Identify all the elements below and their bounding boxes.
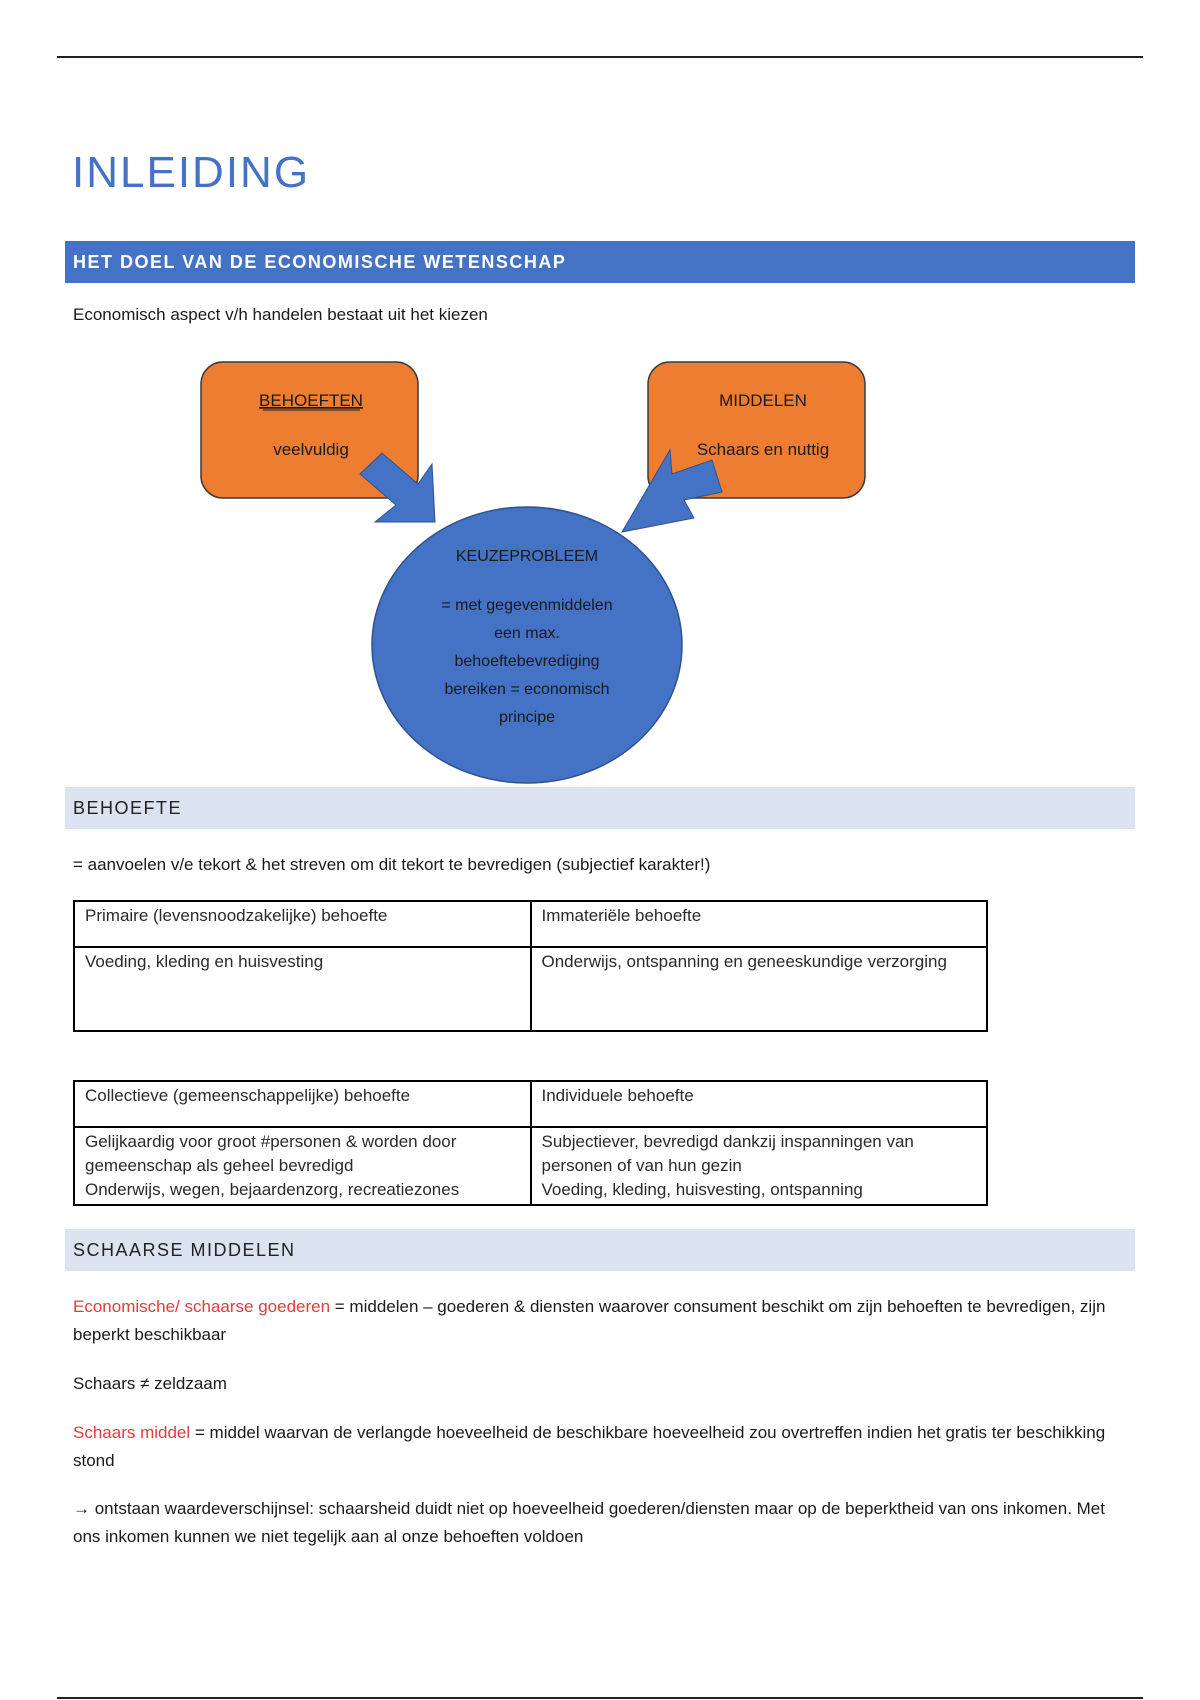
middelen-subtitle: Schaars en nuttig (696, 440, 830, 459)
definition-schaars-middel: = middel waarvan de verlangde hoeveelheid de beschikbare hoeveelheid zou overtreffen indien het gratis ter beschikking stond (73, 1423, 1106, 1470)
behoeften-subtitle: veelvuldig (273, 440, 349, 459)
table-cell (531, 1127, 988, 1205)
table-cell: Primaire (levensnoodzakelijke) behoefte (74, 901, 531, 947)
term-economische-goederen: Economische/ schaarse goederen (73, 1297, 331, 1316)
cell-line: Gelijkaardig voor groot #personen & worden door gemeenschap als geheel bevredigd (85, 1132, 457, 1175)
behoefte-table-1 (73, 900, 988, 1032)
paragraph-schaars-middel (73, 1419, 1133, 1475)
keuzeprobleem-line: bereiken = economisch (444, 681, 610, 698)
paragraph-schaars-zeldzaam: Schaars ≠ zeldzaam (73, 1374, 227, 1393)
keuzeprobleem-title: KEUZEPROBLEEM (455, 548, 599, 565)
keuzeprobleem-line: principe (498, 709, 556, 726)
keuzeprobleem-line: een max. (494, 625, 560, 642)
table-cell: Onderwijs, ontspanning en geneeskundige verzorging (531, 947, 988, 1031)
middelen-title: MIDDELEN (719, 391, 807, 410)
table-cell (74, 1127, 531, 1205)
table-cell: Individuele behoefte (531, 1081, 988, 1127)
cell-line: Onderwijs, wegen, bejaardenzorg, recreatiezones (85, 1180, 460, 1199)
intro-text: Economisch aspect v/h handelen bestaat uit het kiezen (73, 305, 488, 324)
section-heading-schaarse-middelen: SCHAARSE MIDDELEN (65, 1229, 1135, 1271)
cell-line: Subjectiever, bevredigd dankzij inspanningen van personen of van hun gezin (541, 1132, 914, 1175)
header-rule (57, 56, 1143, 58)
paragraph-economische-goederen (73, 1293, 1133, 1349)
behoeften-title: BEHOEFTEN (259, 391, 363, 410)
behoefte-definition: = aanvoelen v/e tekort & het streven om dit tekort te bevredigen (subjectief karakter!) (73, 855, 711, 874)
keuzeprobleem-line: behoeftebevrediging (454, 653, 600, 670)
cell-line: Voeding, kleding, huisvesting, ontspanning (541, 1180, 863, 1199)
table-cell: Immateriële behoefte (531, 901, 988, 947)
behoefte-table-2 (73, 1080, 988, 1206)
table-cell: Collectieve (gemeenschappelijke) behoefte (74, 1081, 531, 1127)
keuzeprobleem-diagram (0, 350, 1200, 790)
table-row (74, 901, 987, 947)
definition-economische-goederen: = middelen – goederen & diensten waarover consument beschikt om zijn behoeften te bevredigen, zijn beperkt beschikbaar (73, 1297, 1106, 1344)
paragraph-waardeverschijnsel: → ontstaan waardeverschijnsel: schaarsheid duidt niet op hoeveelheid goederen/diensten maar op de beperktheid van ons inkomen. Met ons inkomen kunnen we niet tegelijk aan al onze behoeften voldoen (73, 1499, 1105, 1546)
footer-rule (57, 1697, 1143, 1699)
keuzeprobleem-line: = met gegevenmiddelen (441, 597, 613, 614)
table-row (74, 1127, 987, 1205)
table-row (74, 1081, 987, 1127)
table-cell: Voeding, kleding en huisvesting (74, 947, 531, 1031)
page-title: INLEIDING (72, 148, 311, 197)
term-schaars-middel: Schaars middel (73, 1423, 191, 1442)
table-row (74, 947, 987, 1031)
section-heading-behoefte: BEHOEFTE (65, 787, 1135, 829)
section-heading-doel: HET DOEL VAN DE ECONOMISCHE WETENSCHAP (65, 241, 1135, 283)
